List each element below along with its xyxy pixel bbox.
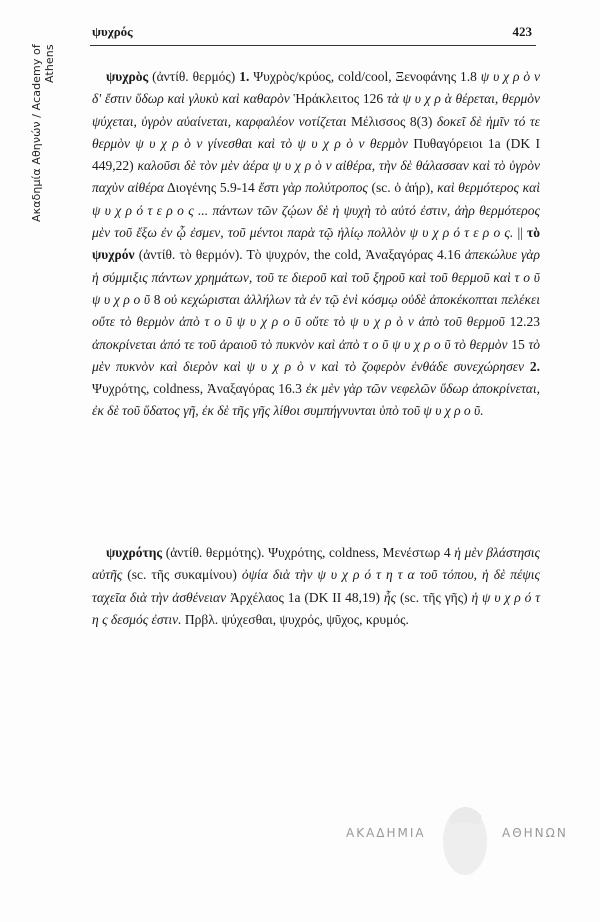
quotation: ἔστι γὰρ πολύτροπος: [258, 180, 368, 196]
quotation: ὀψία διὰ τὴν ψ υ χ ρ ό τ η τ α τοῦ τόπου, ἡ δὲ πέψις ταχεῖα διὰ τὴν ἀσθένειαν: [92, 567, 540, 605]
page-number: 423: [512, 24, 532, 39]
academy-watermark-icon: [340, 796, 580, 886]
cross-reference: Πρβλ. ψύχεσθαι, ψυχρός, ψῦχος, κρυμός.: [184, 611, 409, 627]
sense-number: 2.: [529, 358, 541, 374]
citation: Ἡράκλειτος 126: [293, 91, 384, 107]
quotation: ἐκ μὲν γὰρ τῶν νεφελῶν ὕδωρ ἀποκρίνεται, ἐκ δὲ τοῦ ὕδατος γῆ, ἐκ δὲ τῆς γῆς λίθοι συμπήγνυνται ὑπὸ τοῦ ψ υ χ ρ ο ῦ.: [92, 381, 540, 419]
quotation: καὶ θερμότερος καὶ ψ υ χ ρ ό τ ε ρ ο ς ... πάντων τῶν ζῴων δὲ ἡ ψυχὴ τὸ αὐτό ἐστιν, ἀὴρ θερμότερος μὲν τοῦ ἔξω ἐν ᾧ ἐσμεν, τοῦ μέντοι παρὰ τῷ ἡλίῳ πολλὸν ψ υ χ ρ ό τ ε ρ ο ς.: [92, 180, 540, 241]
citation: 12.23: [509, 314, 541, 330]
page-header: [92, 24, 532, 42]
quotation: ἀπεκώλυε γὰρ ἡ σύμμιξις πάντων χρημάτων, τοῦ τε διεροῦ καὶ τοῦ ξηροῦ καὶ τοῦ θερμοῦ καὶ τ ο ῦ ψ υ χ ρ ο ῦ: [92, 247, 540, 307]
archive-side-label: Ακαδημία Αθηνών / Academy of Athens: [30, 44, 56, 222]
headword: ψυχρότης: [106, 545, 163, 560]
citation: Πυθαγόρειοι 1a (DK I 449,22): [92, 135, 541, 174]
sense-number: 1.: [239, 69, 250, 84]
quotation: τὰ ψ υ χ ρ ὰ θέρεται, θερμὸν ψύχεται, ὑγρὸν αὐαίνεται, καρφαλέον νοτίζεται: [92, 91, 540, 129]
watermark-text-left: ΑΚΑΔΗΜΙΑ: [346, 826, 426, 840]
subheadword: τὸ ψυχρόν: [92, 225, 541, 263]
quotation: ἡ μὲν βλάστησις αὐτῆς: [92, 545, 541, 583]
citation: Διογένης 5.9-14: [166, 180, 255, 196]
separator: ||: [517, 225, 523, 241]
quotation: ἀποκρίνεται ἀπό τε τοῦ ἀραιοῦ τὸ πυκνὸν καὶ ἀπὸ τ ο ῦ ψ υ χ ρ ο ῦ τὸ θερμὸν: [92, 336, 508, 352]
citation: Τὸ ψυχρόν, the cold, Ἀναξαγόρας 4.16: [246, 247, 461, 263]
running-head: ψυχρός: [92, 24, 133, 39]
quotation: καλοῦσι δὲ τὸν μὲν ἀέρα ψ υ χ ρ ὸ ν αἰθέρα, τὴν δὲ θάλασσαν καὶ τὸ ὑγρὸν παχὺν αἰθέρα: [92, 158, 541, 196]
entry-text: (ἀντίθ. θερμός): [152, 69, 236, 84]
entry-text: (ἀντίθ. τὸ θερμόν).: [138, 247, 243, 263]
editorial-note: (sc. τῆς συκαμίνου): [127, 567, 237, 583]
entry-text: Ψυχρότης, coldness, Ἀναξαγόρας 16.3: [92, 381, 302, 397]
header-rule: [90, 45, 536, 46]
quotation: τὸ μὲν πυκνὸν καὶ διερὸν καὶ ψ υ χ ρ ὸ ν καὶ τὸ ζοφερὸν ἐνθάδε συνεχώρησεν: [92, 336, 541, 374]
quotation: ἡ ψ υ χ ρ ό τ η ς δεσμός ἐστιν.: [92, 589, 541, 627]
editorial-note: (sc. τῆς γῆς): [400, 589, 468, 605]
quotation: ἧς: [383, 589, 397, 605]
citation: Μέλισσος 8(3): [350, 113, 433, 129]
entry-psychrotes: [92, 542, 540, 631]
headword: ψυχρὸς: [106, 69, 149, 84]
citation: 15: [511, 336, 525, 352]
quotation: ψ υ χ ρ ὸ ν δ' ἔστιν ὕδωρ καὶ γλυκὺ καὶ καθαρὸν: [92, 69, 541, 107]
citation: Ἀρχέλαος 1a (DK II 48,19): [230, 589, 381, 605]
entry-text: Ψυχρὸς/κρύος, cold/cool, Ξενοφάνης 1.8: [253, 69, 477, 84]
editorial-note: (sc. ὁ ἀήρ),: [371, 180, 434, 196]
quotation: δοκεῖ δὲ ἡμῖν τό τε θερμὸν ψ υ χ ρ ὸ ν γίνεσθαι καὶ τὸ ψ υ χ ρ ὸ ν θερμὸν: [92, 113, 541, 151]
entry-text: Ψυχρότης, coldness, Μενέστωρ 4: [268, 545, 451, 560]
watermark-text-right: ΑΘΗΝΩΝ: [502, 826, 568, 840]
citation: 8: [153, 291, 161, 307]
quotation: οὐ κεχώρισται ἀλλήλων τὰ ἐν τῷ ἑνὶ κόσμῳ οὐδὲ ἀποκέκοπται πελέκει οὔτε τὸ θερμὸν ἀπὸ τ ο ῦ ψ υ χ ρ ο ῦ οὔτε τὸ ψ υ χ ρ ὸ ν ἀπὸ τοῦ θερμοῦ: [92, 291, 541, 330]
entry-psychros: [92, 66, 540, 423]
entry-text: (ἀντίθ. θερμότης).: [165, 545, 265, 560]
